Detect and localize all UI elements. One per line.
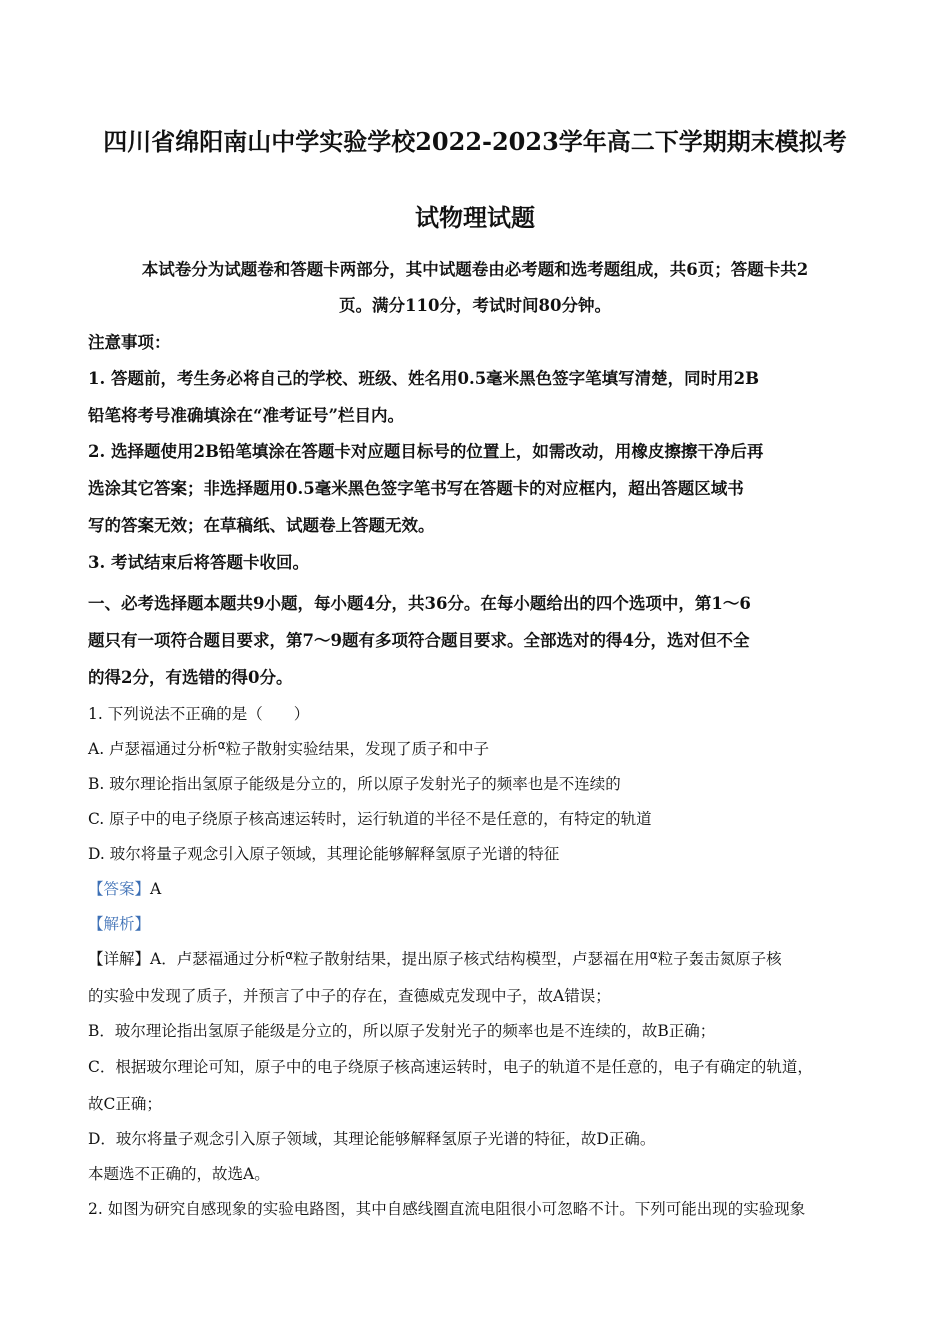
- detail-a-post: 粒子轰击氮原子核: [657, 950, 782, 968]
- q1-conclusion: 本题选不正确的，故选A。: [88, 1165, 270, 1183]
- q1-option-a-post: 粒子散射实验结果，发现了质子和中子: [225, 740, 489, 758]
- answer-tag: 【答案】: [88, 880, 151, 898]
- q1-option-a-pre: A. 卢瑟福通过分析: [88, 740, 218, 758]
- notice-item1-line1: 1. 答题前，考生务必将自己的学校、班级、姓名用0.5毫米黑色签字笔填写清楚，同时用2B: [88, 369, 760, 388]
- q1-option-b: B. 玻尔理论指出氢原子能级是分立的，所以原子发射光子的频率也是不连续的: [88, 775, 621, 793]
- q1-option-d: D. 玻尔将量子观念引入原子领域，其理论能够解释氢原子光谱的特征: [88, 845, 560, 863]
- notice-item3: 3. 考试结束后将答题卡收回。: [88, 553, 309, 572]
- detail-c-line2: 故C正确；: [88, 1095, 162, 1113]
- notice-heading: 注意事项：: [88, 333, 171, 352]
- q1-stem: 1. 下列说法不正确的是（ ）: [88, 705, 310, 723]
- detail-a-pre: 【详解】A．卢瑟福通过分析: [88, 950, 286, 968]
- detail-d: D．玻尔将量子观念引入原子领域，其理论能够解释氢原子光谱的特征，故D正确。: [88, 1130, 656, 1148]
- section1-line2: 题只有一项符合题目要求，第7～9题有多项符合题目要求。全部选对的得4分，选对但不全: [88, 631, 750, 650]
- page-title-line2: 试物理试题: [415, 203, 535, 232]
- notice-item2-line1: 2. 选择题使用2B铅笔填涂在答题卡对应题目标号的位置上，如需改动，用橡皮擦擦干净后再: [88, 442, 764, 461]
- q1-option-c: C. 原子中的电子绕原子核高速运转时，运行轨道的半径不是任意的，有特定的轨道: [88, 810, 652, 828]
- detail-b: B．玻尔理论指出氢原子能级是分立的，所以原子发射光子的频率也是不连续的，故B正确；: [88, 1022, 716, 1040]
- q2-stem: 2. 如图为研究自感现象的实验电路图，其中自感线圈直流电阻很小可忽略不计。下列可能出现的实验现象: [88, 1200, 806, 1218]
- alpha-symbol: α: [285, 948, 294, 962]
- detail-a-line1: [88, 947, 878, 969]
- page-title-line1: 四川省绵阳南山中学实验学校2022-2023学年高二下学期期末模拟考: [103, 127, 847, 156]
- detail-a-line2: 的实验中发现了质子，并预言了中子的存在，查德威克发现中子，故A错误；: [88, 987, 611, 1005]
- detail-c-line1: C．根据玻尔理论可知，原子中的电子绕原子核高速运转时，电子的轨道不是任意的，电子有确定的轨道，: [88, 1058, 813, 1076]
- section1-line1: 一、必考选择题本题共9小题，每小题4分，共36分。在每小题给出的四个选项中，第1～6: [88, 594, 751, 613]
- notice-item1-line2: 铅笔将考号准确填涂在“准考证号”栏目内。: [88, 406, 404, 425]
- q1-answer: [88, 877, 878, 899]
- answer-value: A: [150, 880, 162, 898]
- intro-line1: 本试卷分为试题卷和答题卡两部分，其中试题卷由必考题和选考题组成，共6页；答题卡共2: [141, 260, 809, 279]
- section1-line3: 的得2分，有选错的得0分。: [88, 668, 293, 687]
- analysis-tag: 【解析】: [88, 915, 151, 933]
- notice-item2-line2: 选涂其它答案；非选择题用0.5毫米黑色签字笔书写在答题卡的对应框内，超出答题区域书: [88, 479, 744, 498]
- alpha-symbol: α: [217, 738, 226, 752]
- q1-option-a: [88, 737, 878, 759]
- detail-a-mid: 粒子散射结果，提出原子核式结构模型，卢瑟福在用: [293, 950, 650, 968]
- notice-item2-line3: 写的答案无效；在草稿纸、试题卷上答题无效。: [88, 516, 435, 535]
- alpha-symbol: α: [649, 948, 658, 962]
- intro-line2: 页。满分110分，考试时间80分钟。: [339, 296, 611, 315]
